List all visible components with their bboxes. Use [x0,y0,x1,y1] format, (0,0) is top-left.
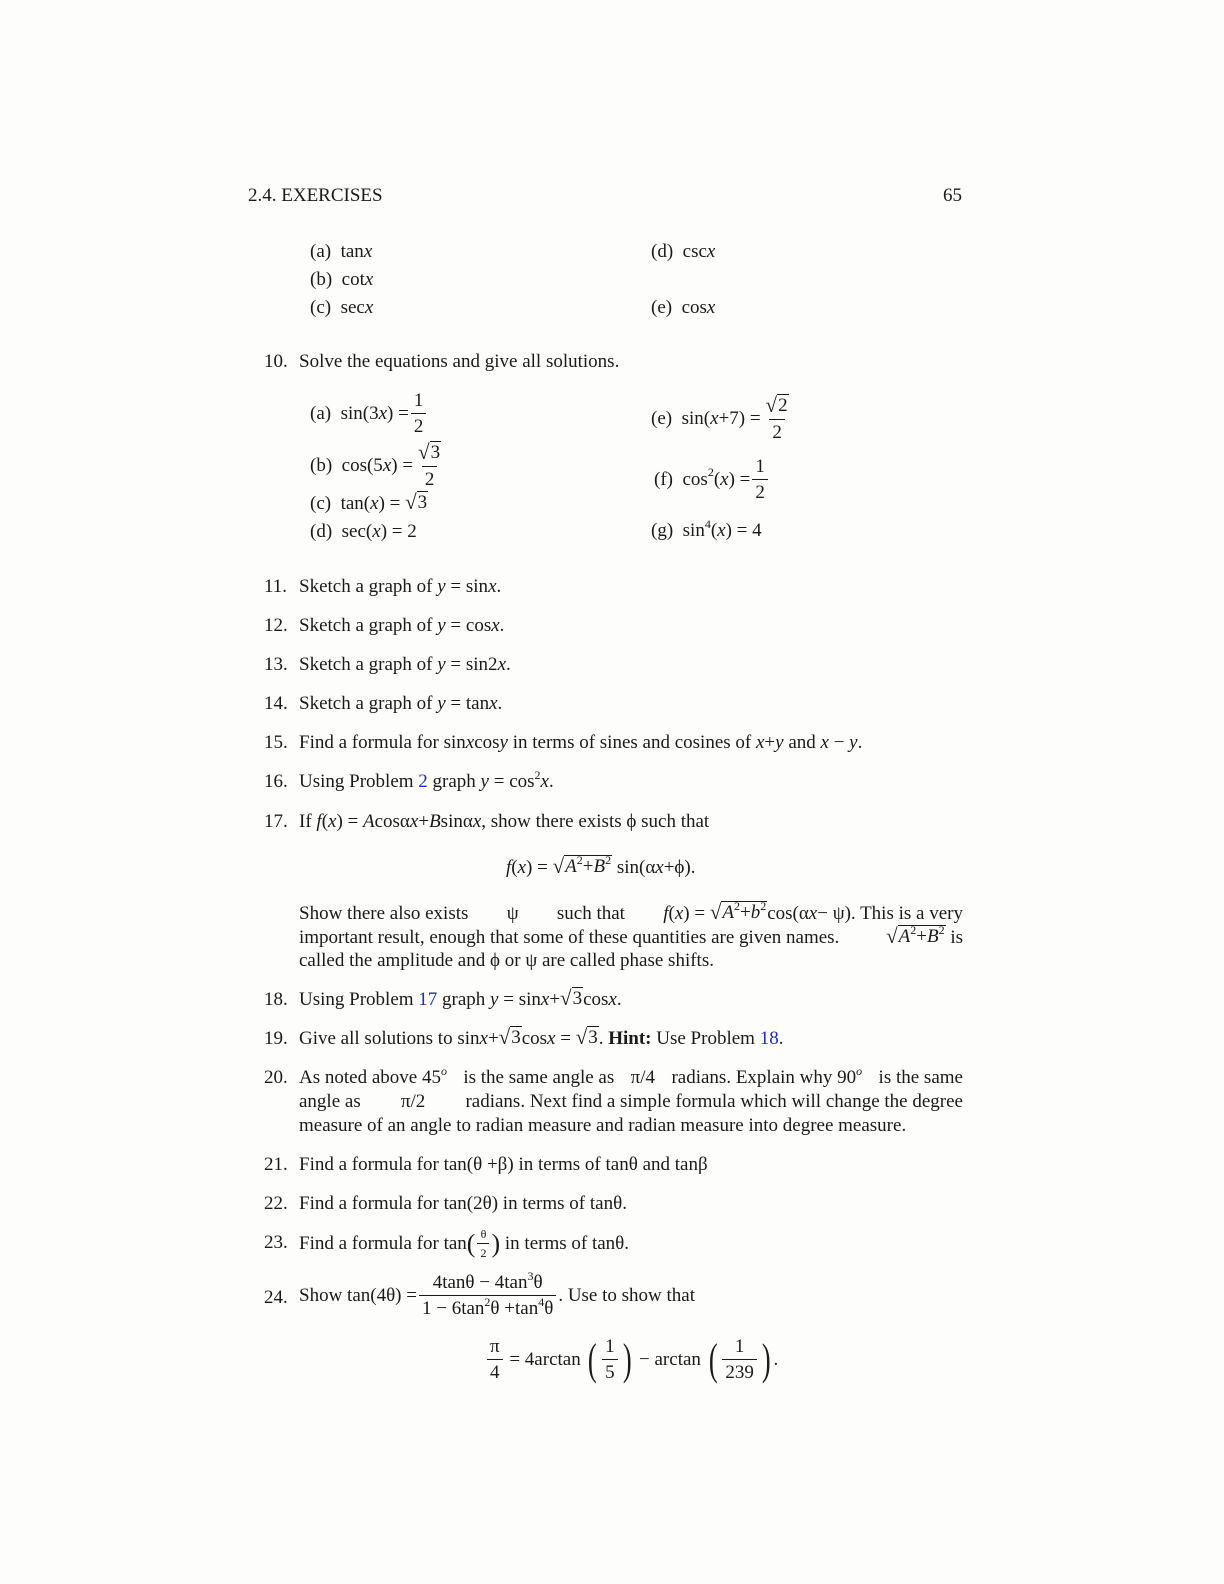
p10-item-a: (a) sin(3 x ) = $\frac{1}{2}$ [310,391,428,437]
problem-17-number: 17. [264,811,288,832]
p9-item-b: (b) cotx [310,269,374,290]
problem-17-para-line1: Show there also exists ψ such that f ( x ) = √ $A^2+b^2$ cos(α x − ψ) . This is a very [299,899,963,924]
problem-20-line2: angle as π/2 radians. Next find a simple formula which will change the degree [299,1091,963,1112]
problem-20-number: 20. [264,1067,288,1088]
problem-20-line1: As noted above 45$^o$ is the same angle as π/4 radians. Explain why 90$^o$ is the same [299,1064,963,1088]
p9-item-c: (c) secx [310,297,374,318]
problem-24-display-equation: $\frac{\pi}{4}$ = 4arctan ( $\frac{1}{5}$ ) − arctan ( $\frac{1}{239}$ ) . [485,1337,778,1383]
running-header: 2.4. EXERCISES [248,185,383,206]
p9-item-d: (d) cscx [651,241,716,262]
problem-15-text: Find a formula for sinxcosy in terms of sines and cosines of x+y and x − y. [299,732,863,753]
problem-10-text: Solve the equations and give all solutions. [299,351,620,372]
problem-24-text: Show tan(4θ) = $\frac{4\tan\theta - 4\tan^3\theta}{1 - 6\tan^2\theta +\tan^4\theta}$ . Use to show that [299,1269,695,1319]
problem-17-text: If f(x) = Acosαx+Bsinαx, show there exists ϕ such that [299,811,710,832]
problem-11-text: Sketch a graph of y = sinx. [299,576,502,597]
problem-17-link[interactable]: 17 [418,988,438,1010]
problem-19-text: Give all solutions to sin x + √ 3 cos x = √ 3 . Hint: Use Problem 18 . [299,1024,784,1049]
problem-17-para-line3: called the amplitude and ϕ or ψ are called phase shifts. [299,950,714,971]
p9-item-a: (a) tanx [310,241,373,262]
problem-15-number: 15. [264,732,288,753]
p10-item-c: (c) tan( x ) = √ 3 [310,489,428,514]
problem-23-number: 23. [264,1232,288,1253]
problem-11-number: 11. [264,576,288,597]
problem-12-number: 12. [264,615,288,636]
p10-item-g: (g) $\sin^4(x) = 4$ [651,517,762,541]
problem-21-number: 21. [264,1154,288,1175]
p9-item-e: (e) cosx [651,297,716,318]
p10-item-b: (b) cos(5 x ) = √ 3 2 [310,439,441,490]
problem-19-number: 19. [264,1028,288,1049]
problem-13-text: Sketch a graph of y = sin2x. [299,654,511,675]
problem-23-text: Find a formula for tan ( $\frac{\theta}{2}$ ) in terms of tanθ. [299,1227,630,1260]
problem-17-para-line2: important result, enough that some of these quantities are given names. √ $A^2+B^2$ is [299,923,963,948]
problem-16-number: 16. [264,771,288,792]
problem-13-number: 13. [264,654,288,675]
problem-18-number: 18. [264,989,288,1010]
problem-2-link[interactable]: 2 [418,771,428,792]
problem-17-display-equation: f ( x ) = √ $A^2+B^2$ sin(α x +ϕ). [506,853,696,878]
page-number: 65 [943,185,962,206]
problem-20-line3: measure of an angle to radian measure and radian measure into degree measure. [299,1115,907,1136]
problem-22-number: 22. [264,1193,288,1214]
problem-18-text: Using Problem 17 graph y = sin x + √ 3 cos x . [299,985,622,1010]
problem-10-number: 10. [264,351,288,372]
p10-item-f: (f) cos $^2$ ( x ) = $\frac{1}{2}$ [654,457,770,503]
p10-item-e: (e) sin( x +7) = √ 2 2 [651,392,788,443]
problem-22-text: Find a formula for tan(2θ) in terms of tanθ. [299,1193,627,1214]
p10-item-d: (d) sec(x) = 2 [310,521,417,542]
problem-14-text: Sketch a graph of y = tanx. [299,693,503,714]
problem-16-text: Using Problem 2 graph $y = \cos^2x$. [299,768,554,792]
problem-24-number: 24. [264,1287,288,1308]
problem-21-text: Find a formula for tan(θ +β) in terms of tanθ and tanβ [299,1154,708,1175]
problem-14-number: 14. [264,693,288,714]
problem-18-link[interactable]: 18 [759,1027,779,1049]
problem-12-text: Sketch a graph of y = cosx. [299,615,505,636]
